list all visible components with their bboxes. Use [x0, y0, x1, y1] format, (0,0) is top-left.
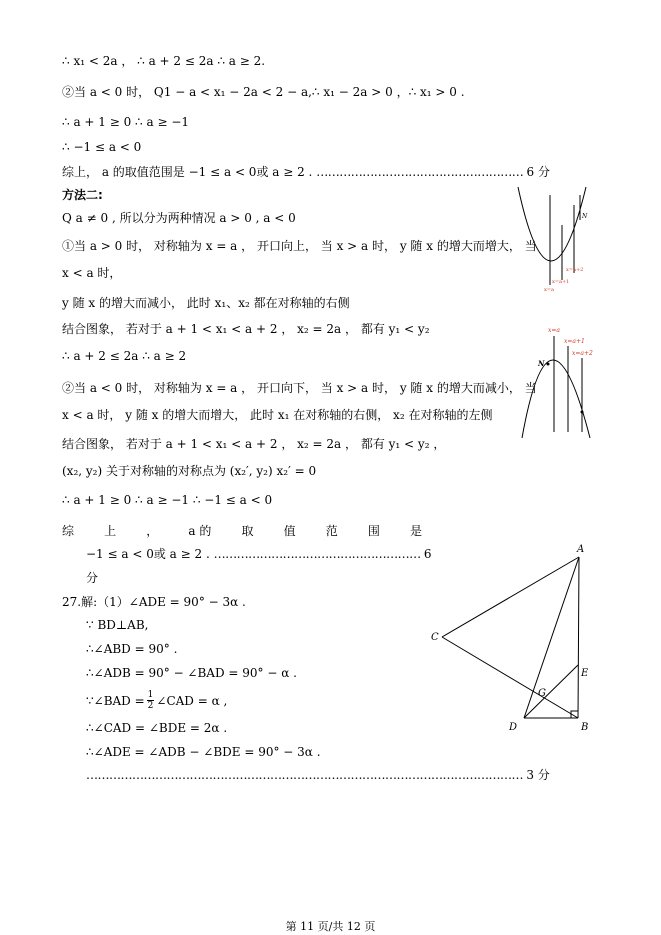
- line-5-text: 综上， a 的取值范围是 −1 ≤ a < 0或 a ≥ 2 .: [62, 165, 313, 179]
- dot-leader: ……………………………………………………………………………………………………: [86, 768, 527, 782]
- segment-ad: [524, 557, 579, 718]
- line-21: ∵ BD⊥AB,: [86, 618, 149, 632]
- method-2-heading: 方法二:: [62, 188, 103, 202]
- line-24: [86, 690, 227, 711]
- line-27-score: 3 分: [526, 768, 550, 782]
- label-x-a2: x=a+2: [572, 350, 593, 357]
- label-a: A: [577, 544, 585, 555]
- segment-de: [524, 665, 578, 718]
- line-24-post: ∠CAD = α ,: [156, 693, 228, 708]
- word: ，: [146, 524, 159, 538]
- line-3: ∴ a + 1 ≥ 0 ∴ a ≥ −1: [62, 115, 190, 129]
- figure-upward-parabola: [510, 185, 600, 295]
- parabola-curve: [522, 360, 590, 438]
- line-18-score: 6: [423, 547, 432, 561]
- line-17-spread: [62, 522, 422, 539]
- label-g: G: [538, 688, 546, 699]
- fraction: [147, 690, 155, 711]
- line-25: ∴∠CAD = ∠BDE = 2α .: [86, 721, 228, 735]
- label-x-a: x=a: [544, 287, 554, 293]
- point-end: [581, 411, 584, 414]
- word: 取: [241, 524, 254, 538]
- point-n: [547, 363, 550, 366]
- segment-ab: [578, 557, 579, 718]
- label-x-a2: x=a+2: [566, 267, 584, 273]
- dot-leader: ………………………………………………: [213, 547, 424, 561]
- label-n: N: [582, 213, 588, 220]
- segment-cb: [442, 637, 578, 718]
- word: 上: [104, 524, 117, 538]
- dot-leader: ………………………………………………: [316, 165, 527, 179]
- line-5-score: 6 分: [526, 165, 550, 179]
- line-5: [62, 164, 550, 180]
- page-footer: 第 11 页/共 12 页: [285, 920, 376, 933]
- figure-downward-parabola: [520, 322, 600, 442]
- parabola-curve: [518, 187, 586, 261]
- line-26: ∴∠ADE = ∠ADB − ∠BDE = 90° − 3α .: [86, 745, 321, 759]
- line-27: [86, 767, 550, 783]
- line-18: [86, 546, 432, 562]
- line-23: ∴∠ADB = 90° − ∠BAD = 90° − α .: [86, 666, 297, 680]
- line-8: x < a 时，: [62, 266, 122, 280]
- line-14: 结合图象， 若对于 a + 1 < x₁ < a + 2 ， x₂ = 2a ， 都有 y₁ < y₂ ，: [62, 437, 446, 451]
- word: 围: [367, 524, 380, 538]
- word: 是: [409, 524, 422, 538]
- line-2: ②当 a < 0 时， Q1 − a < x₁ − 2a < 2 − a,∴ x₁ − 2a > 0 ，∴ x₁ > 0 .: [62, 85, 465, 99]
- line-7: ①当 a > 0 时， 对称轴为 x = a ， 开口向上， 当 x > a 时， y 随 x 的增大而增大， 当: [62, 239, 537, 253]
- label-c: C: [431, 632, 439, 643]
- line-20: 27.解:（1）∠ADE = 90° − 3α .: [62, 595, 246, 609]
- line-15: (x₂, y₂) 关于对称轴的对称点为 (x₂′, y₂) x₂′ = 0: [62, 464, 317, 478]
- line-12: ②当 a < 0 时， 对称轴为 x = a ， 开口向下， 当 x > a 时， y 随 x 的增大而减小， 当: [62, 381, 537, 395]
- segment-ca: [442, 557, 579, 637]
- fraction-denominator: 2: [147, 701, 154, 711]
- fraction-numerator: 1: [147, 690, 154, 700]
- figure-triangle-geometry: [425, 540, 605, 740]
- label-e: E: [581, 668, 589, 679]
- line-10: 结合图象， 若对于 a + 1 < x₁ < a + 2 ， x₂ = 2a ， 都有 y₁ < y₂: [62, 322, 430, 336]
- line-16: ∴ a + 1 ≥ 0 ∴ a ≥ −1 ∴ −1 ≤ a < 0: [62, 493, 273, 507]
- line-13: x < a 时， y 随 x 的增大而增大， 此时 x₁ 在对称轴的右侧， x₂ 在对称轴的左侧: [62, 408, 493, 422]
- word: 值: [283, 524, 296, 538]
- word: 范: [325, 524, 338, 538]
- word: 综: [62, 524, 75, 538]
- line-9: y 随 x 的增大而减小， 此时 x₁、x₂ 都在对称轴的右侧: [62, 296, 350, 310]
- label-d: D: [509, 722, 518, 733]
- label-n: N: [538, 359, 545, 368]
- label-x-a: x=a: [548, 327, 560, 334]
- line-4: ∴ −1 ≤ a < 0: [62, 140, 142, 154]
- line-1: ∴ x₁ < 2a ， ∴ a + 2 ≤ 2a ∴ a ≥ 2.: [62, 54, 266, 68]
- label-x-a1: x=a+1: [552, 279, 570, 285]
- line-18-text: −1 ≤ a < 0或 a ≥ 2 .: [86, 547, 210, 561]
- line-24-pre: ∵∠BAD =: [86, 693, 145, 708]
- word: a 的: [188, 524, 212, 538]
- label-x-a1: x=a+1: [564, 338, 585, 345]
- label-b: B: [581, 722, 589, 733]
- line-11: ∴ a + 2 ≤ 2a ∴ a ≥ 2: [62, 349, 187, 363]
- line-19: 分: [86, 571, 99, 585]
- line-6: Q a ≠ 0 , 所以分为两种情况 a > 0 , a < 0: [62, 211, 296, 225]
- line-22: ∴∠ABD = 90° .: [86, 642, 178, 656]
